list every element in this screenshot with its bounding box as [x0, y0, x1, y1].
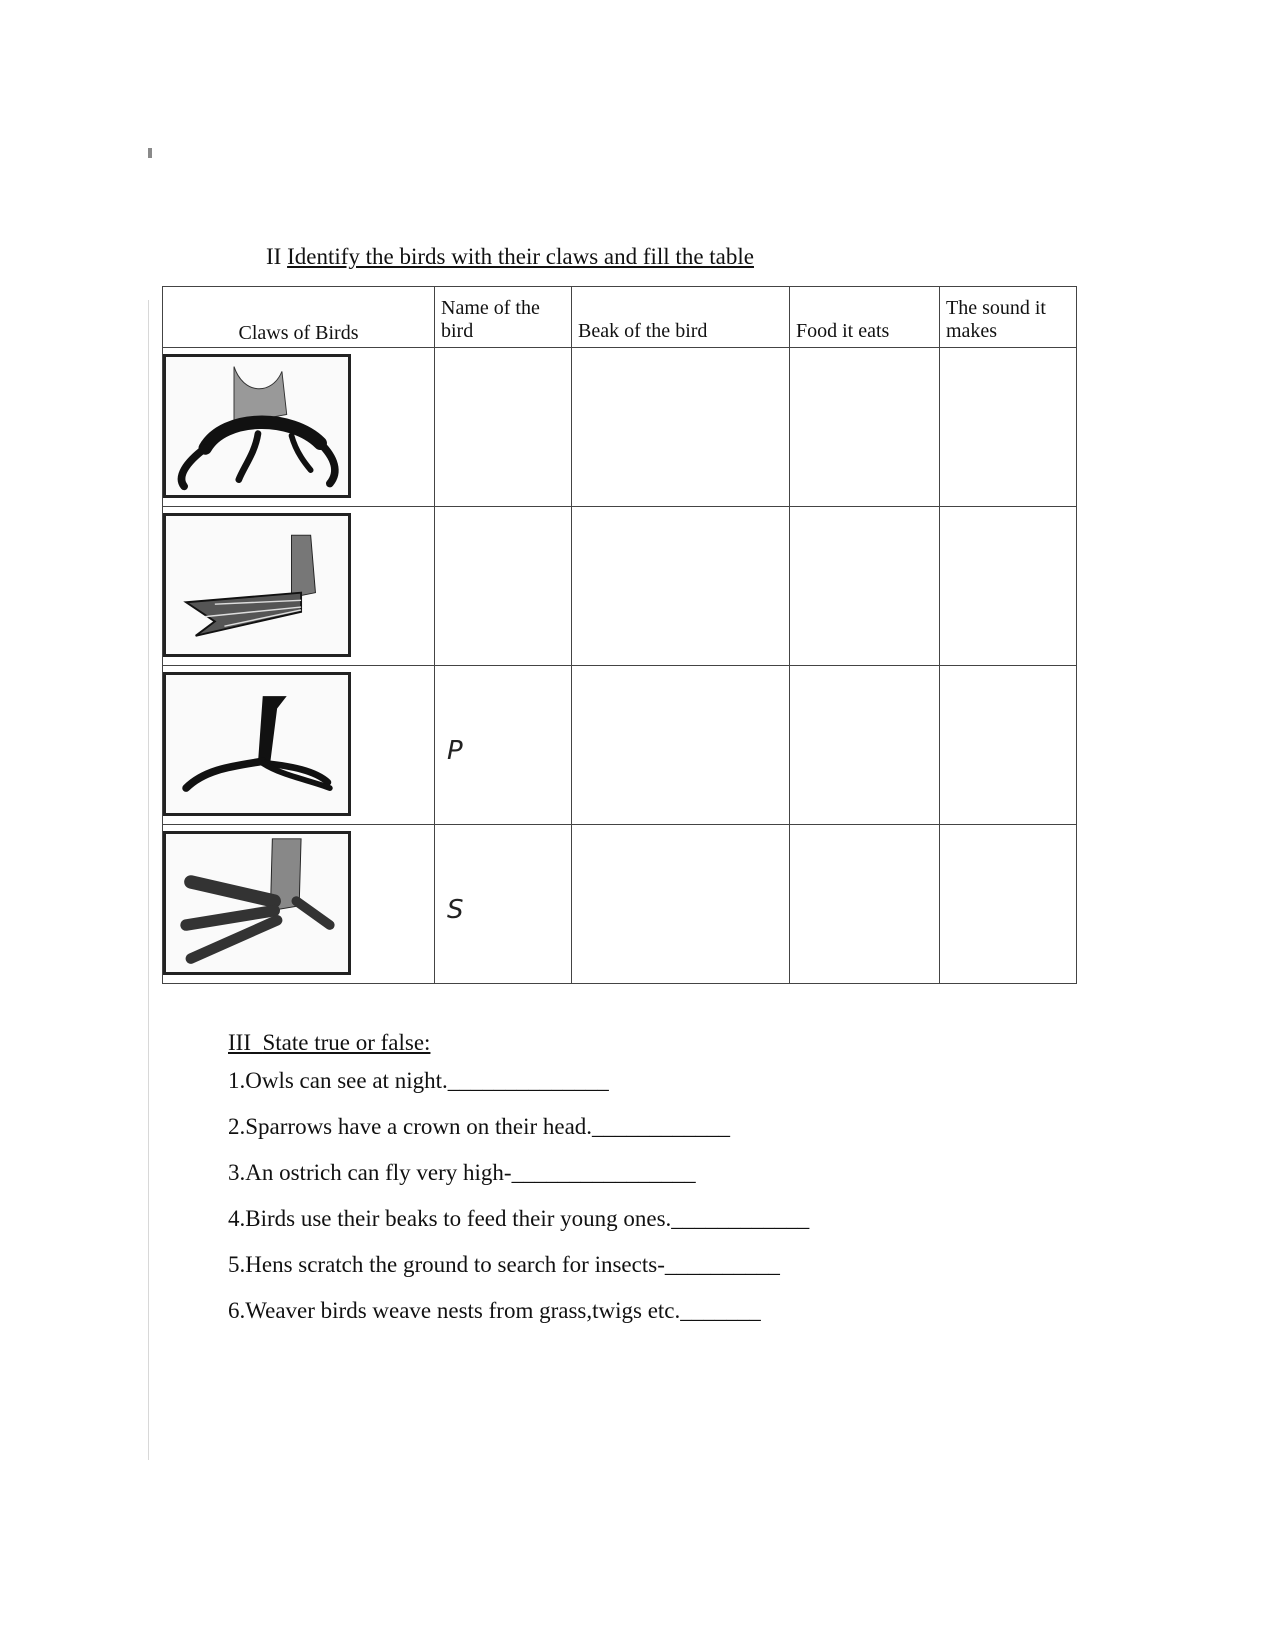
claw-cell — [163, 825, 435, 984]
true-false-section — [228, 1030, 809, 1334]
question-1[interactable]: 1.Owls can see at night.______________ — [228, 1068, 609, 1093]
name-cell[interactable] — [435, 666, 572, 825]
food-cell[interactable] — [790, 825, 940, 984]
sound-cell[interactable] — [940, 348, 1077, 507]
question-2[interactable]: 2.Sparrows have a crown on their head.____________ — [228, 1114, 731, 1139]
header-claws: Claws of Birds — [163, 287, 435, 348]
header-beak: Beak of the bird — [572, 287, 790, 348]
table-row — [163, 348, 1077, 507]
claw-cell — [163, 666, 435, 825]
name-cell[interactable] — [435, 825, 572, 984]
sound-cell[interactable] — [940, 825, 1077, 984]
eagle-talon-icon — [166, 357, 348, 495]
header-food: Food it eats — [790, 287, 940, 348]
section2-heading — [266, 244, 754, 270]
food-cell[interactable] — [790, 348, 940, 507]
claw-cell — [163, 507, 435, 666]
question-4[interactable]: 4.Birds use their beaks to feed their young ones.____________ — [228, 1206, 810, 1231]
handwritten-answer: S — [447, 895, 464, 925]
section3-heading — [228, 1030, 809, 1056]
webbed-duck-foot-icon — [166, 516, 348, 654]
section3-title: State true or false: — [262, 1030, 431, 1055]
table-row — [163, 666, 1077, 825]
question-5[interactable]: 5.Hens scratch the ground to search for insects-__________ — [228, 1252, 780, 1277]
sound-cell[interactable] — [940, 507, 1077, 666]
header-sound: The sound it makes — [940, 287, 1077, 348]
header-name: Name of the bird — [435, 287, 572, 348]
beak-cell[interactable] — [572, 666, 790, 825]
claws-table — [162, 286, 1077, 984]
perching-bird-foot-icon — [166, 675, 348, 813]
section2-title: Identify the birds with their claws and fill the table — [287, 244, 754, 269]
section2-numeral: II — [266, 244, 282, 269]
handwritten-answer: P — [447, 736, 463, 766]
food-cell[interactable] — [790, 666, 940, 825]
name-cell[interactable] — [435, 348, 572, 507]
table-header-row — [163, 287, 1077, 348]
scan-edge-line — [148, 300, 149, 1460]
claw-cell — [163, 348, 435, 507]
name-cell[interactable] — [435, 507, 572, 666]
table-row — [163, 825, 1077, 984]
question-6[interactable]: 6.Weaver birds weave nests from grass,twigs etc._______ — [228, 1298, 761, 1323]
beak-cell[interactable] — [572, 825, 790, 984]
beak-cell[interactable] — [572, 348, 790, 507]
scan-edge-mark — [148, 148, 152, 158]
sound-cell[interactable] — [940, 666, 1077, 825]
scratching-hen-foot-icon — [166, 834, 348, 972]
beak-cell[interactable] — [572, 507, 790, 666]
section3-numeral: III — [228, 1030, 251, 1055]
food-cell[interactable] — [790, 507, 940, 666]
question-3[interactable]: 3.An ostrich can fly very high-________________ — [228, 1160, 696, 1185]
table-row — [163, 507, 1077, 666]
